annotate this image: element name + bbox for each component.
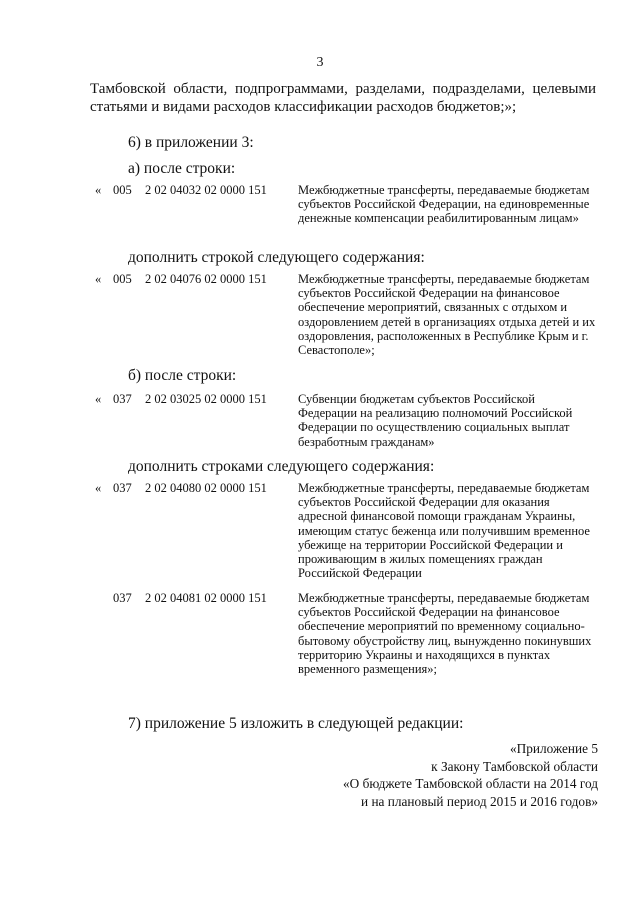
entry-a-quote: « bbox=[95, 183, 102, 197]
page-number: 3 bbox=[316, 55, 324, 70]
entry-b-quote: « bbox=[95, 392, 102, 406]
section-6-sub-b: б) после строки: bbox=[128, 367, 237, 384]
section-7-title: 7) приложение 5 изложить в следующей редакции: bbox=[128, 715, 464, 732]
entry-b-code1: 037 bbox=[113, 392, 132, 406]
section-6-sub-a: а) после строки: bbox=[128, 160, 236, 177]
entry-b-new1-quote: « bbox=[95, 481, 102, 495]
entry-a-new-desc: Межбюджетные трансферты, передаваемые бюджетам субъектов Российской Федерации на финансовое обеспечение мероприятий, связанных с отдыхом и оздоровлением детей в организациях отдыха детей и их оздоровления, расположенных в Республике Крым и г. Севастополе»; bbox=[298, 272, 596, 358]
entry-a-code1: 005 bbox=[113, 183, 132, 197]
entry-a-new-code2: 2 02 04076 02 0000 151 bbox=[145, 272, 267, 286]
annex-line-4: и на плановый период 2015 и 2016 годов» bbox=[361, 793, 598, 809]
annex-block bbox=[300, 740, 598, 810]
intro-paragraph: Тамбовской области, подпрограммами, разделами, подразделами, целевыми статьями и видами расходов классификации расходов бюджетов;»; bbox=[90, 81, 596, 115]
entry-a-new-code1: 005 bbox=[113, 272, 132, 286]
entry-b-new1-code1: 037 bbox=[113, 481, 132, 495]
entry-b-new2-code2: 2 02 04081 02 0000 151 bbox=[145, 591, 267, 605]
entry-b-new2-desc: Межбюджетные трансферты, передаваемые бюджетам субъектов Российской Федерации на финансовое обеспечение мероприятий по временному социально-бытовому обустройству лиц, вынужденно покинувших территорию Украины и находящихся в пунктах временного размещения»; bbox=[298, 591, 592, 677]
entry-b-new1-desc: Межбюджетные трансферты, передаваемые бюджетам субъектов Российской Федерации для оказания адресной финансовой помощи гражданам Украины, имеющим статус беженца или получившим временное убежище на территории Российской Федерации и проживающим в жилых помещениях граждан Российской Федерации bbox=[298, 481, 590, 581]
entry-a-code2: 2 02 04032 02 0000 151 bbox=[145, 183, 267, 197]
entry-b-new2-code1: 037 bbox=[113, 591, 132, 605]
entry-b-new1-code2: 2 02 04080 02 0000 151 bbox=[145, 481, 267, 495]
entry-a-new-quote: « bbox=[95, 272, 102, 286]
section-6-title: 6) в приложении 3: bbox=[128, 134, 254, 151]
entry-a-desc: Межбюджетные трансферты, передаваемые бюджетам субъектов Российской Федерации, на единовременные денежные компенсации реабилитированным лицам» bbox=[298, 183, 590, 226]
entry-b-code2: 2 02 03025 02 0000 151 bbox=[145, 392, 267, 406]
annex-line-3: «О бюджете Тамбовской области на 2014 год bbox=[343, 776, 598, 792]
entry-b-desc: Субвенции бюджетам субъектов Российской Федерации на реализацию полномочий Российской Федерации по осуществлению социальных выплат безработным гражданам» bbox=[298, 392, 573, 449]
annex-line-1: «Приложение 5 bbox=[510, 741, 598, 756]
section-6-add-row: дополнить строкой следующего содержания: bbox=[128, 249, 425, 266]
section-6-add-rows: дополнить строками следующего содержания: bbox=[128, 458, 435, 475]
annex-line-2: к Закону Тамбовской области bbox=[431, 758, 598, 774]
